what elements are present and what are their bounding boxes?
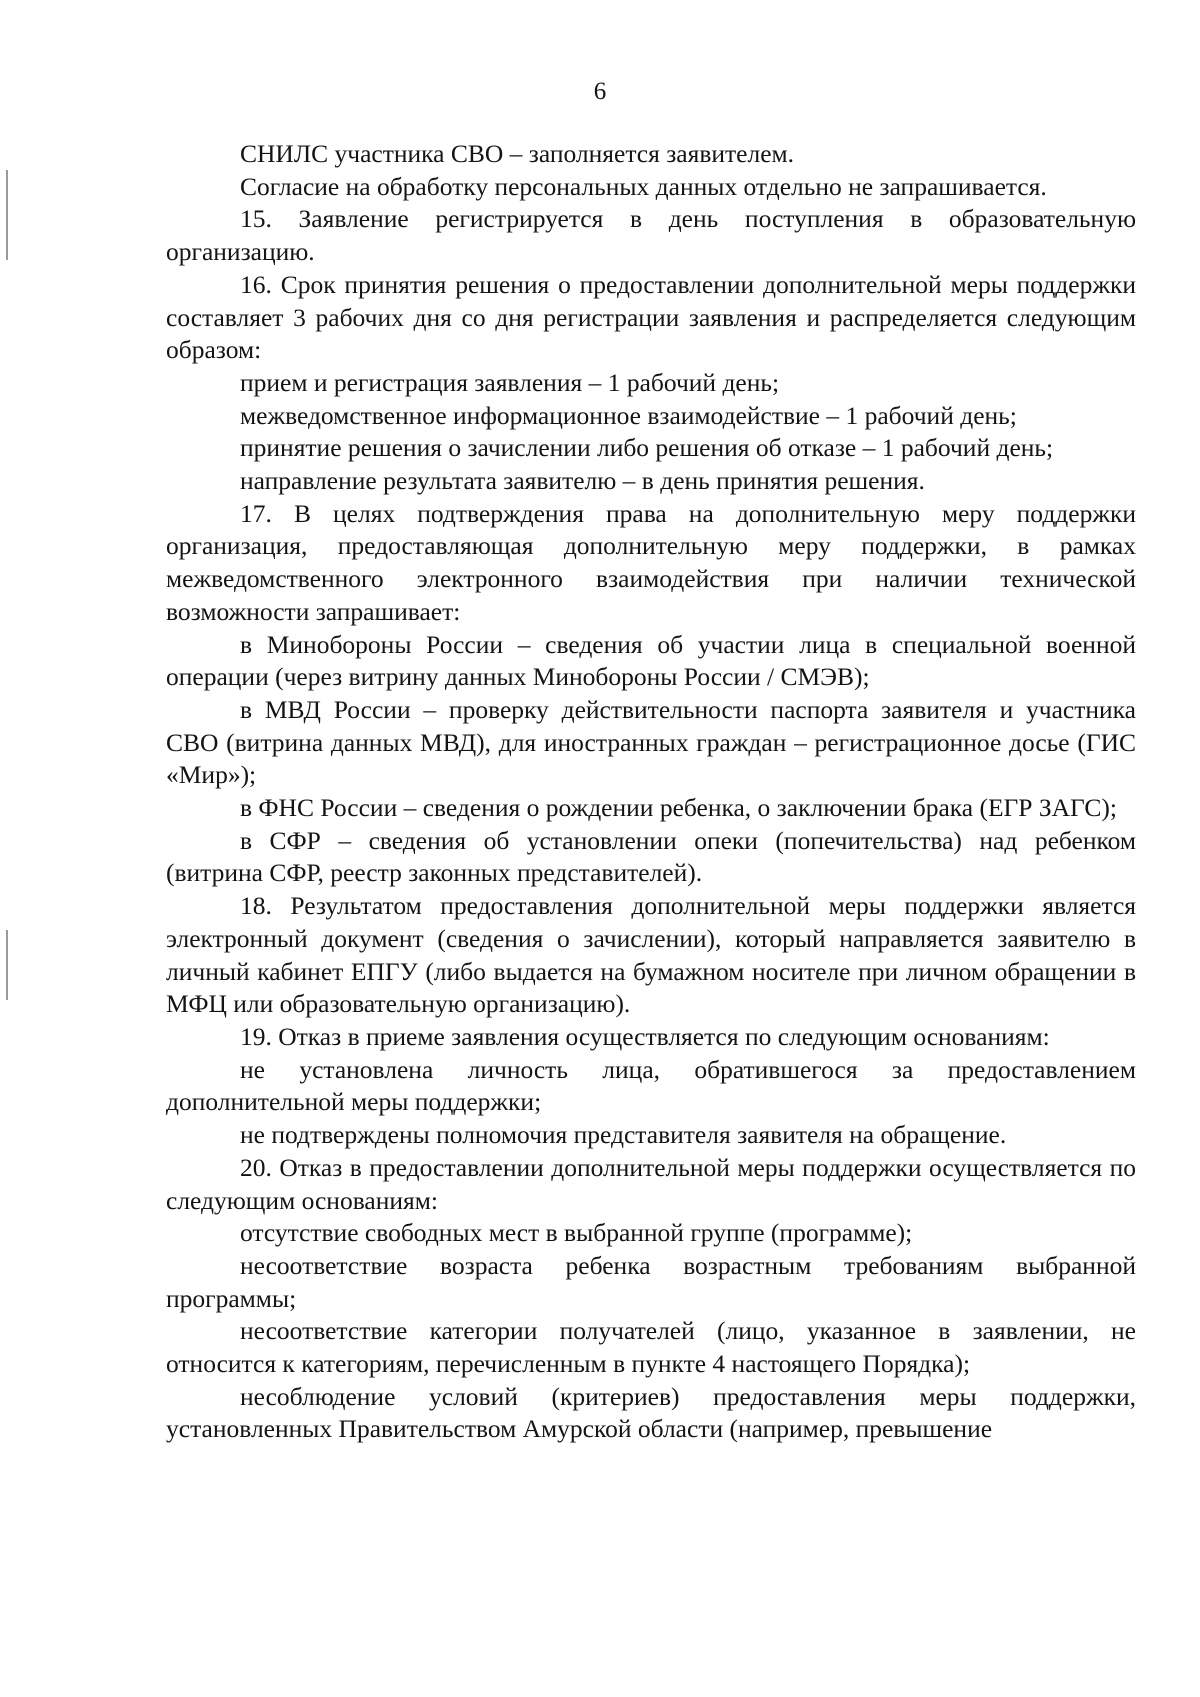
page-number: 6 bbox=[593, 78, 607, 105]
paragraph: 16. Срок принятия решения о предоставлении дополнительной меры поддержки составляет 3 рабочих дня со дня регистрации заявления и распределяется следующим образом: bbox=[166, 269, 1136, 365]
paragraph: не подтверждены полномочия представителя заявителя на обращение. bbox=[240, 1120, 1007, 1150]
paragraph: 17. В целях подтверждения права на дополнительную меру поддержки организация, предоставляющая дополнительную меру поддержки, в рамках межведомственного электронного взаимодействия при наличии технической возможности запрашивает: bbox=[166, 498, 1136, 626]
paragraph: не установлена личность лица, обратившегося за предоставлением дополнительной меры поддержки; bbox=[166, 1054, 1136, 1117]
paragraph: несоблюдение условий (критериев) предоставления меры поддержки, установленных Правительством Амурской области (например, превышение bbox=[166, 1381, 1136, 1444]
paragraph: 19. Отказ в приеме заявления осуществляется по следующим основаниям: bbox=[240, 1021, 1050, 1051]
paragraph: принятие решения о зачислении либо решения об отказе – 1 рабочий день; bbox=[240, 433, 1054, 463]
paragraph: 20. Отказ в предоставлении дополнительной меры поддержки осуществляется по следующим основаниям: bbox=[166, 1152, 1136, 1215]
paragraph: 18. Результатом предоставления дополнительной меры поддержки является электронный документ (сведения о зачислении), который направляется заявителю в личный кабинет ЕПГУ (либо выдается на бумажном носителе при личном обращении в МФЦ или образовательную организацию). bbox=[166, 891, 1136, 1019]
paragraph: в СФР – сведения об установлении опеки (попечительства) над ребенком (витрина СФР, реестр законных представителей). bbox=[166, 825, 1136, 888]
paragraph: 15. Заявление регистрируется в день поступления в образовательную организацию. bbox=[166, 204, 1136, 267]
paragraph: несоответствие категории получателей (лицо, указанное в заявлении, не относится к категориям, перечисленным в пункте 4 настоящего Порядка); bbox=[166, 1316, 1136, 1379]
paragraph: в Минобороны России – сведения об участии лица в специальной военной операции (через витрину данных Минобороны России / СМЭВ); bbox=[166, 629, 1136, 692]
paragraph: в МВД России – проверку действительности паспорта заявителя и участника СВО (витрина данных МВД), для иностранных граждан – регистрационное досье (ГИС «Мир»); bbox=[166, 694, 1136, 790]
paragraph: межведомственное информационное взаимодействие – 1 рабочий день; bbox=[240, 400, 1017, 430]
paragraph: СНИЛС участника СВО – заполняется заявителем. bbox=[240, 139, 795, 168]
paragraph: Согласие на обработку персональных данных отдельно не запрашивается. bbox=[240, 171, 1047, 201]
paragraph: в ФНС России – сведения о рождении ребенка, о заключении брака (ЕГР ЗАГС); bbox=[240, 793, 1118, 823]
scan-edge-mark bbox=[6, 170, 8, 260]
paragraph: прием и регистрация заявления – 1 рабочий день; bbox=[240, 367, 780, 397]
scan-edge-mark bbox=[6, 930, 8, 1000]
paragraph: направление результата заявителю – в день принятия решения. bbox=[240, 466, 925, 496]
paragraph: несоответствие возраста ребенка возрастным требованиям выбранной программы; bbox=[166, 1250, 1136, 1313]
document-body bbox=[166, 138, 1136, 1446]
paragraph: отсутствие свободных мест в выбранной группе (программе); bbox=[240, 1218, 913, 1248]
